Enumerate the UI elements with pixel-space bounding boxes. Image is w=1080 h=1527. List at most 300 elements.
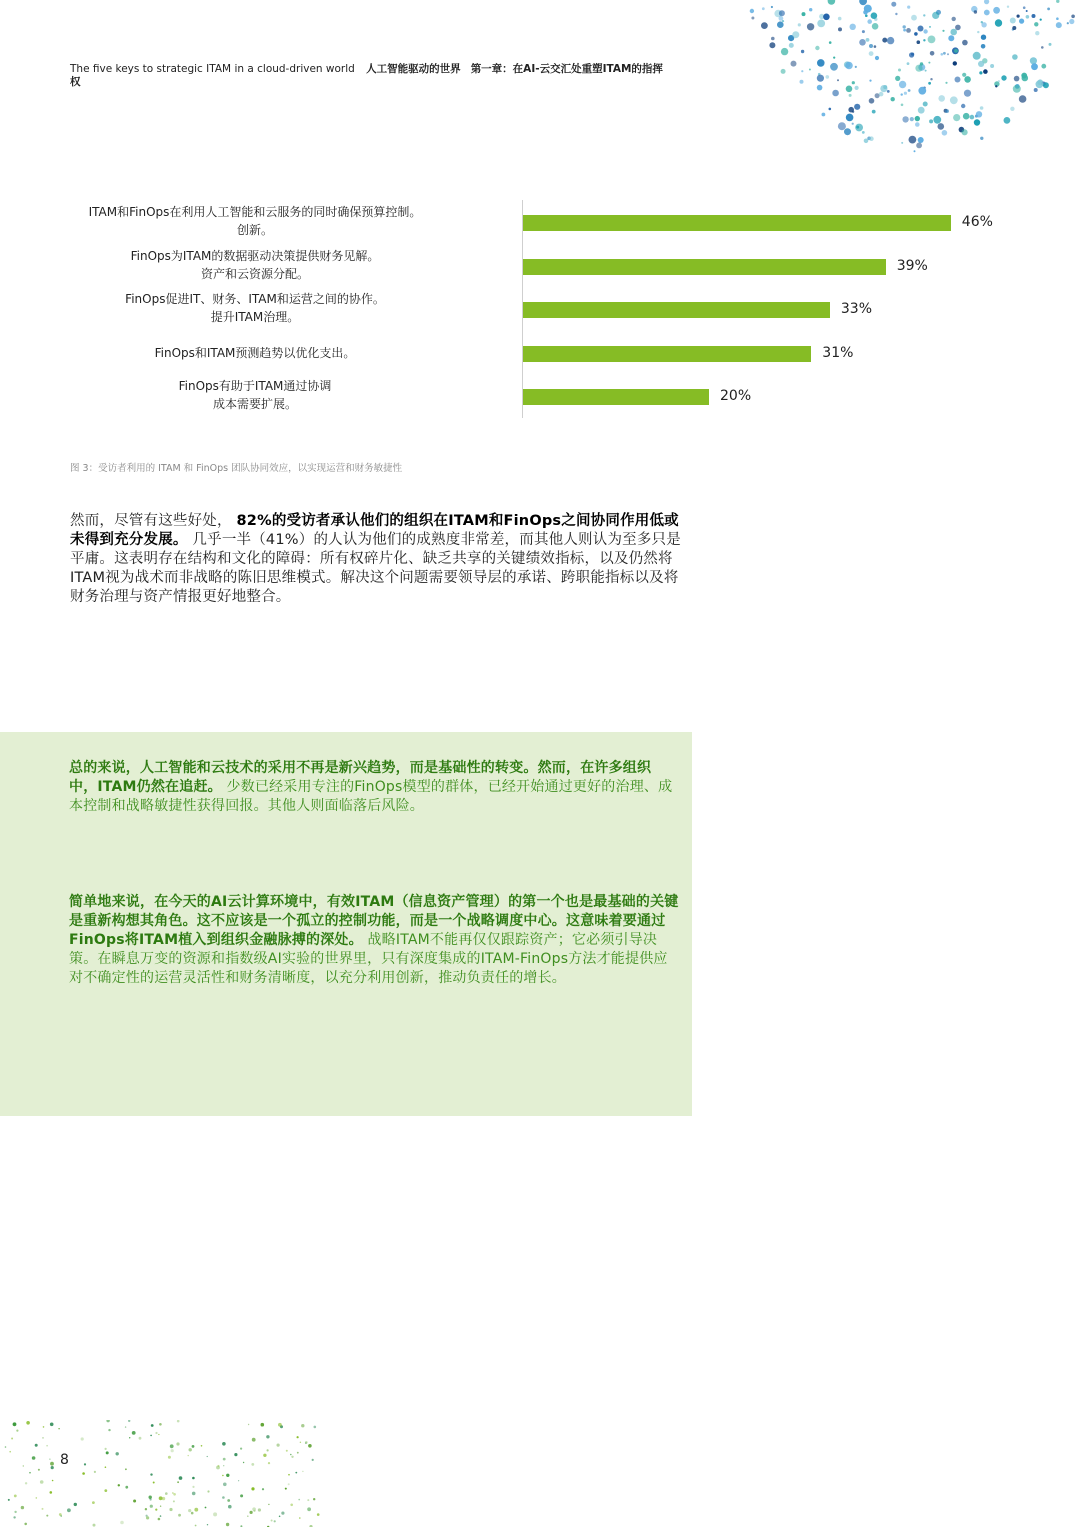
- decorative-dot: [305, 1441, 308, 1444]
- decorative-dot: [290, 1454, 292, 1456]
- decorative-dot: [192, 1477, 195, 1480]
- decorative-dot: [1034, 88, 1038, 92]
- decorative-dot: [8, 1499, 10, 1501]
- decorative-dot: [850, 24, 856, 30]
- category-label: [60, 290, 450, 326]
- decorative-dot: [307, 1499, 309, 1501]
- decorative-dot: [261, 1423, 265, 1427]
- decorative-dot: [865, 14, 868, 17]
- decorative-dot: [1041, 64, 1046, 69]
- decorative-dot: [50, 1423, 54, 1427]
- decorative-dot: [974, 119, 980, 125]
- decorative-dot: [945, 82, 947, 84]
- decorative-dot: [1031, 63, 1038, 70]
- decorative-dot: [277, 1444, 280, 1447]
- decorative-dot: [192, 1486, 194, 1488]
- decorative-dot: [917, 40, 921, 44]
- decorative-dot: [128, 1420, 130, 1422]
- decorative-dot: [962, 40, 968, 46]
- decorative-dot: [869, 51, 874, 56]
- decorative-dot: [274, 1520, 276, 1522]
- decorative-dot: [300, 1442, 301, 1443]
- decorative-dot: [930, 51, 935, 56]
- decorative-dot: [291, 1456, 293, 1458]
- decorative-dot: [849, 94, 852, 97]
- decorative-dot: [171, 1449, 174, 1452]
- decorative-dot: [964, 76, 971, 83]
- decorative-dot: [1012, 26, 1016, 30]
- decorative-dot: [207, 1490, 209, 1492]
- decorative-dot: [1035, 31, 1039, 35]
- decorative-dot: [60, 1515, 62, 1517]
- decorative-dot: [150, 1435, 152, 1437]
- decorative-dot: [226, 1523, 229, 1526]
- decorative-dot: [869, 80, 871, 82]
- decorative-dot: [29, 1472, 31, 1474]
- decorative-dot: [838, 17, 842, 21]
- decorative-dot: [132, 1431, 136, 1435]
- decorative-dot: [1010, 18, 1016, 24]
- decorative-dot: [1071, 14, 1075, 18]
- category-label-line: 资产和云资源分配。: [200, 266, 309, 281]
- figure-caption: 图 3：受访者利用的 ITAM 和 FinOps 团队协同效应，以实现运营和财务敏捷性: [70, 463, 403, 474]
- decorative-dot: [801, 70, 803, 72]
- decorative-dot: [1007, 6, 1009, 8]
- decorative-dot: [833, 57, 835, 59]
- decorative-dot: [189, 1448, 192, 1451]
- decorative-dot: [817, 20, 825, 28]
- decorative-dot: [307, 1507, 311, 1511]
- decorative-dot: [871, 12, 878, 19]
- decorative-dot: [838, 122, 846, 130]
- decorative-dot: [952, 17, 956, 21]
- decorative-dot: [222, 1496, 225, 1499]
- decorative-dot: [250, 1511, 253, 1514]
- decorative-dot: [169, 1508, 172, 1511]
- decorative-dot: [907, 62, 910, 65]
- category-label-line: ITAM和FinOps在利用人工智能和云服务的同时确保预算控制。: [88, 205, 422, 219]
- decorative-dot: [155, 1432, 157, 1434]
- decorative-dot: [800, 80, 804, 84]
- decorative-dot: [771, 6, 773, 8]
- decorative-dot: [251, 1487, 254, 1490]
- decorative-dot: [26, 1421, 30, 1425]
- decorative-dot: [822, 113, 826, 117]
- decorative-dot: [915, 65, 922, 72]
- bar-value-label: 39%: [896, 257, 928, 274]
- decorative-dot: [828, 0, 836, 5]
- decorative-dot: [207, 1456, 208, 1457]
- decorative-dot: [895, 76, 900, 81]
- decorative-dot: [158, 1518, 161, 1521]
- category-label-line: 提升ITAM治理。: [210, 310, 300, 324]
- decorative-dot: [869, 98, 875, 104]
- decorative-dot: [918, 137, 924, 143]
- decorative-dot: [792, 31, 799, 38]
- decorative-dot: [313, 1498, 315, 1500]
- decorative-dot: [160, 1506, 161, 1507]
- decorative-dot: [146, 1516, 149, 1519]
- decorative-dot: [125, 1426, 126, 1427]
- decorative-dot: [801, 50, 804, 53]
- category-label-line: FinOps有助于ITAM通过协调: [178, 379, 332, 393]
- dotted-globe-graphic-top: [690, 0, 1080, 170]
- decorative-dot: [268, 1504, 269, 1505]
- decorative-dot: [133, 1500, 136, 1503]
- decorative-dot: [81, 1437, 84, 1440]
- decorative-dot: [153, 1482, 155, 1484]
- body-p1-rest: 几乎一半（41%）的人认为他们的成熟度非常差，而其他人则认为至多只是平庸。这表明存在结构和文化的障碍：所有权碎片化、缺乏共享的关键绩效指标，以及仍然将ITAM视为战术而非战略的陈旧思维模式。解决这个问题需要领导层的承诺、跨职能指标以及将财务治理与资产情报更好地整合。: [70, 532, 681, 605]
- decorative-dot: [902, 116, 908, 122]
- decorative-dot: [278, 1423, 282, 1427]
- decorative-dot: [789, 43, 794, 48]
- decorative-dot: [945, 109, 949, 113]
- decorative-dot: [903, 25, 906, 28]
- decorative-dot: [299, 1517, 301, 1519]
- decorative-dot: [151, 1424, 154, 1427]
- decorative-dot: [159, 1496, 163, 1500]
- decorative-dot: [1001, 75, 1006, 80]
- category-label: [60, 203, 450, 239]
- decorative-dot: [223, 1483, 227, 1487]
- decorative-dot: [11, 1438, 13, 1440]
- decorative-dot: [227, 1499, 230, 1502]
- decorative-dot: [979, 71, 982, 74]
- decorative-dot: [222, 1475, 223, 1476]
- decorative-dot: [923, 14, 925, 16]
- decorative-dot: [928, 36, 936, 44]
- decorative-dot: [855, 66, 857, 68]
- decorative-dot: [297, 1436, 299, 1438]
- decorative-dot: [247, 1515, 249, 1517]
- decorative-dot: [915, 122, 920, 127]
- decorative-dot: [817, 85, 823, 91]
- callout-paragraph-2: [69, 893, 679, 988]
- decorative-dot: [953, 61, 957, 65]
- decorative-dot: [872, 23, 879, 30]
- decorative-dot: [976, 111, 982, 117]
- decorative-dot: [281, 1512, 284, 1515]
- decorative-dot: [925, 70, 927, 72]
- decorative-dot: [777, 21, 784, 28]
- decorative-dot: [837, 79, 839, 81]
- decorative-dot: [297, 1452, 299, 1454]
- decorative-dot: [918, 107, 925, 114]
- decorative-dot: [50, 1462, 54, 1466]
- decorative-dot: [1023, 6, 1026, 9]
- decorative-dot: [798, 23, 801, 26]
- decorative-dot: [990, 64, 994, 68]
- decorative-dot: [14, 1511, 16, 1513]
- decorative-dot: [243, 1462, 244, 1463]
- decorative-dot: [158, 1434, 159, 1435]
- decorative-dot: [40, 1480, 44, 1484]
- decorative-dot: [887, 37, 894, 44]
- decorative-dot: [907, 6, 910, 9]
- bar-value-label: 20%: [720, 388, 752, 404]
- decorative-dot: [226, 1474, 229, 1477]
- decorative-dot: [46, 1515, 48, 1517]
- decorative-dot: [838, 27, 842, 31]
- bar-value-label: 46%: [961, 214, 993, 230]
- decorative-dot: [1069, 19, 1074, 24]
- decorative-dot: [762, 7, 765, 10]
- decorative-dot: [846, 114, 854, 122]
- decorative-dot: [791, 61, 797, 67]
- decorative-dot: [891, 2, 896, 7]
- decorative-dot: [911, 15, 917, 21]
- category-label-line: FinOps为ITAM的数据驱动决策提供财务见解。: [130, 248, 380, 263]
- decorative-dot: [962, 129, 968, 135]
- decorative-dot: [23, 1465, 24, 1466]
- decorative-dot: [923, 29, 927, 33]
- category-label-line: FinOps促进IT、财务、ITAM和运营之间的协作。: [125, 292, 385, 306]
- decorative-dot: [1019, 19, 1024, 24]
- decorative-dot: [195, 1525, 197, 1527]
- decorative-dot: [920, 62, 923, 65]
- decorative-dot: [165, 1492, 168, 1495]
- decorative-dot: [25, 1482, 27, 1484]
- decorative-dot: [286, 1450, 288, 1452]
- decorative-dot: [781, 48, 788, 55]
- decorative-dot: [223, 1465, 224, 1466]
- decorative-dot: [177, 1481, 179, 1483]
- decorative-dot: [862, 30, 865, 33]
- bar: [523, 302, 830, 318]
- decorative-dot: [51, 1466, 54, 1469]
- decorative-dot: [984, 10, 990, 16]
- decorative-dot: [898, 69, 901, 72]
- decorative-dot: [251, 1463, 254, 1466]
- decorative-dot: [205, 1507, 207, 1509]
- decorative-dot: [817, 59, 825, 67]
- decorative-dot: [279, 1516, 281, 1518]
- decorative-dot: [1004, 117, 1011, 124]
- decorative-dot: [751, 17, 754, 20]
- decorative-dot: [145, 1508, 147, 1510]
- decorative-dot: [108, 1429, 110, 1431]
- decorative-dot: [914, 150, 916, 152]
- decorative-dot: [173, 1500, 175, 1502]
- decorative-dot: [218, 1465, 220, 1467]
- decorative-dot: [52, 1480, 54, 1482]
- decorative-dot: [170, 1444, 174, 1448]
- decorative-dot: [228, 1505, 232, 1509]
- decorative-dot: [302, 1471, 303, 1472]
- decorative-dot: [295, 1472, 297, 1474]
- bar: [523, 259, 886, 275]
- decorative-dot: [866, 38, 870, 42]
- decorative-dot: [854, 104, 860, 110]
- decorative-dot: [1010, 107, 1014, 111]
- chart-row: [60, 336, 1020, 380]
- decorative-dot: [172, 1492, 173, 1493]
- decorative-dot: [915, 116, 920, 121]
- decorative-dot: [895, 13, 897, 15]
- decorative-dot: [923, 39, 925, 41]
- category-label-line: FinOps和ITAM预测趋势以优化支出。: [154, 345, 356, 360]
- decorative-dot: [809, 8, 812, 11]
- decorative-dot: [981, 21, 983, 23]
- decorative-dot: [826, 75, 830, 79]
- decorative-dot: [941, 53, 944, 56]
- decorative-dot: [43, 1426, 45, 1428]
- decorative-dot: [904, 92, 907, 95]
- decorative-dot: [271, 1520, 273, 1522]
- callout-p1-rest: 少数已经采用专注的FinOps模型的群体，已经开始通过更好的治理、成本控制和战略敏捷性获得回报。其他人则面临落后风险。: [69, 779, 673, 814]
- decorative-dot: [929, 26, 931, 28]
- decorative-dot: [1026, 15, 1030, 19]
- decorative-dot: [809, 69, 811, 71]
- decorative-dot: [916, 143, 922, 149]
- decorative-dot: [105, 1466, 107, 1468]
- decorative-dot: [176, 1442, 179, 1445]
- decorative-dot: [914, 32, 918, 36]
- decorative-dot: [106, 1420, 109, 1422]
- decorative-dot: [150, 1505, 153, 1508]
- body-paragraph: [70, 512, 682, 607]
- chart-row: [60, 205, 1020, 249]
- decorative-dot: [852, 81, 855, 84]
- decorative-dot: [769, 42, 775, 48]
- decorative-dot: [92, 1501, 95, 1504]
- decorative-dot: [125, 1468, 127, 1470]
- decorative-dot: [933, 116, 941, 124]
- decorative-dot: [1034, 22, 1038, 26]
- decorative-dot: [1067, 22, 1069, 24]
- decorative-dot: [104, 1489, 107, 1492]
- decorative-dot: [1049, 43, 1052, 46]
- decorative-dot: [58, 1428, 59, 1429]
- decorative-dot: [955, 77, 961, 83]
- decorative-dot: [188, 1455, 189, 1456]
- decorative-dot: [802, 12, 806, 16]
- decorative-dot: [298, 1499, 300, 1501]
- decorative-dot: [970, 115, 975, 120]
- decorative-dot: [106, 1451, 109, 1454]
- decorative-dot: [1012, 54, 1018, 60]
- decorative-dot: [879, 92, 884, 97]
- category-label: [60, 377, 450, 413]
- decorative-dot: [252, 1507, 256, 1511]
- decorative-dot: [909, 136, 917, 144]
- decorative-dot: [192, 1445, 195, 1448]
- decorative-dot: [1019, 95, 1027, 103]
- body-p1-intro: 然而，尽管有这些好处，: [70, 513, 232, 529]
- decorative-dot: [815, 46, 819, 50]
- decorative-dot: [950, 96, 958, 104]
- decorative-dot: [1014, 76, 1020, 82]
- decorative-dot: [901, 93, 903, 95]
- decorative-dot: [168, 1456, 171, 1459]
- decorative-dot: [948, 35, 954, 41]
- decorative-dot: [24, 1523, 27, 1526]
- decorative-dot: [223, 1458, 226, 1461]
- decorative-dot: [290, 1504, 293, 1507]
- decorative-dot: [1036, 80, 1044, 88]
- decorative-dot: [845, 62, 853, 70]
- decorative-dot: [938, 95, 945, 102]
- decorative-dot: [192, 1492, 196, 1496]
- decorative-dot: [908, 89, 911, 92]
- decorative-dot: [891, 97, 895, 101]
- decorative-dot: [863, 10, 868, 15]
- bar-value-label: 33%: [840, 301, 873, 317]
- decorative-dot: [867, 19, 872, 24]
- category-label-line: 成本需要扩展。: [212, 397, 297, 411]
- decorative-dot: [207, 1524, 208, 1525]
- decorative-dot: [36, 1497, 38, 1499]
- decorative-dot: [288, 1483, 290, 1485]
- decorative-dot: [832, 90, 839, 97]
- decorative-dot: [314, 1426, 317, 1429]
- decorative-dot: [1056, 0, 1059, 3]
- decorative-dot: [234, 1453, 237, 1456]
- decorative-dot: [906, 28, 911, 33]
- chart-row: [60, 292, 1020, 336]
- decorative-dot: [750, 9, 754, 13]
- page-number: 8: [60, 1452, 69, 1468]
- decorative-dot: [1013, 85, 1021, 93]
- decorative-dot: [93, 1524, 96, 1527]
- decorative-dot: [869, 136, 874, 141]
- decorative-dot: [84, 1463, 86, 1465]
- decorative-dot: [188, 1509, 191, 1512]
- callout-p2-rest: 战略ITAM不能再仅仅跟踪资产；它必须引导决策。在瞬息万变的资源和指数级AI实验的世界里，只有深度集成的ITAM-FinOps方法才能提供应对不确定性的运营灵活性和财务清晰度，以充分利用创新，推动负责任的增长。: [69, 932, 668, 986]
- decorative-dot: [918, 26, 924, 32]
- decorative-dot: [49, 1459, 50, 1460]
- decorative-dot: [262, 1488, 264, 1490]
- decorative-dot: [191, 1512, 194, 1515]
- decorative-dot: [252, 1438, 256, 1442]
- decorative-dot: [125, 1486, 128, 1489]
- decorative-dot: [42, 1508, 44, 1510]
- category-label: [60, 247, 450, 283]
- decorative-dot: [46, 1445, 48, 1447]
- decorative-dot: [160, 1515, 162, 1517]
- decorative-dot: [1017, 15, 1020, 18]
- decorative-dot: [846, 86, 853, 93]
- decorative-dot: [953, 114, 960, 121]
- decorative-dot: [179, 1514, 181, 1516]
- decorative-dot: [981, 35, 986, 40]
- decorative-dot: [258, 1508, 261, 1511]
- decorative-dot: [901, 142, 903, 144]
- decorative-dot: [194, 1508, 198, 1512]
- decorative-dot: [74, 1503, 77, 1506]
- decorative-dot: [201, 1445, 203, 1447]
- decorative-dot: [771, 37, 775, 41]
- decorative-dot: [963, 113, 970, 120]
- header-en-title: The five keys to strategic ITAM in a cloud-driven world: [70, 63, 355, 75]
- decorative-dot: [139, 1437, 142, 1440]
- decorative-dot: [267, 1449, 269, 1451]
- decorative-dot: [781, 69, 786, 74]
- decorative-dot: [901, 104, 904, 107]
- decorative-dot: [909, 52, 914, 57]
- decorative-dot: [875, 56, 879, 60]
- bar: [523, 215, 951, 231]
- bar: [523, 389, 709, 405]
- decorative-dot: [266, 1435, 269, 1438]
- running-header: [70, 63, 670, 89]
- decorative-dot: [155, 1509, 157, 1511]
- decorative-dot: [149, 1496, 152, 1499]
- decorative-dot: [938, 123, 945, 130]
- decorative-dot: [823, 13, 830, 20]
- category-label-line: 创新。: [236, 223, 273, 237]
- decorative-dot: [869, 44, 873, 48]
